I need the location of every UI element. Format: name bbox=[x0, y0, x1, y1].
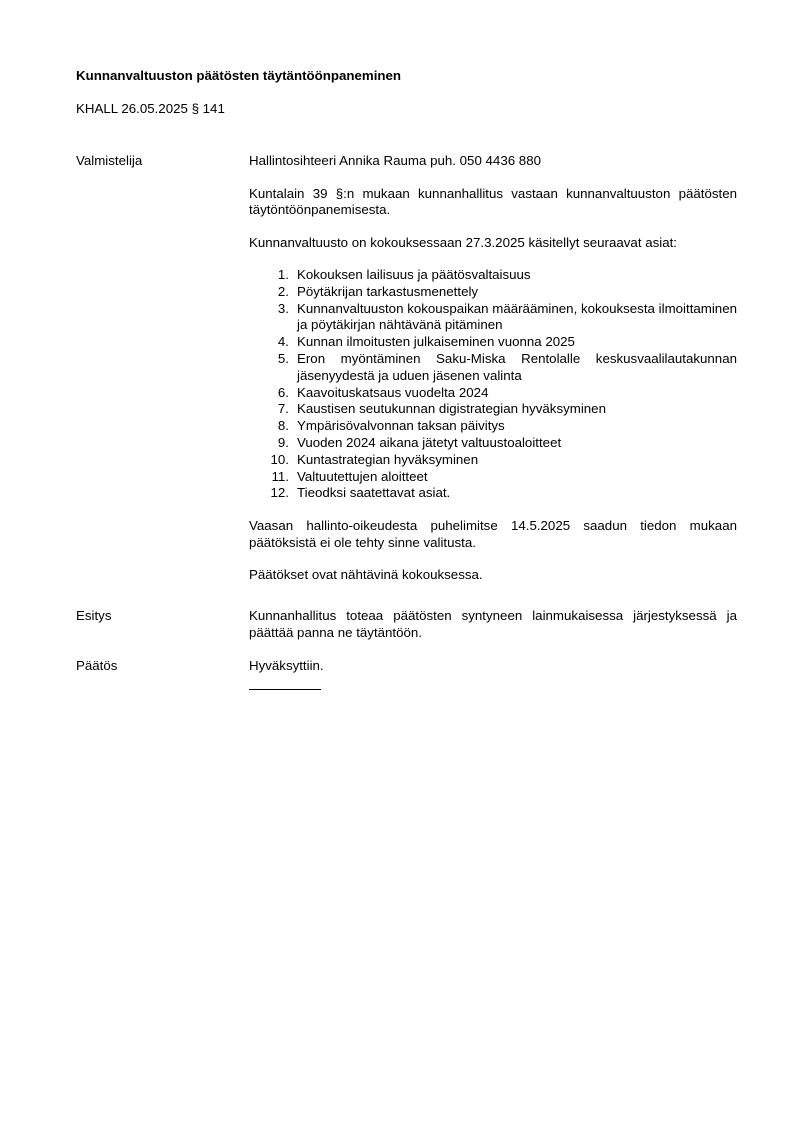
esitys-section bbox=[249, 608, 737, 657]
preparer-line: Hallintosihteeri Annika Rauma puh. 050 4436 880 bbox=[249, 153, 541, 168]
agenda-item bbox=[249, 284, 737, 301]
agenda-item-text: Tieodksi saatettavat asiat. bbox=[297, 485, 451, 501]
paatos-text: Hyväksyttiin. bbox=[249, 658, 324, 673]
agenda-list bbox=[249, 267, 737, 502]
agenda-item-number: 12. bbox=[270, 485, 289, 501]
document-title: Kunnanvaltuuston päätösten täytäntöönpaneminen bbox=[76, 68, 402, 83]
agenda-item bbox=[249, 267, 737, 284]
agenda-item-text: Valtuutettujen aloitteet bbox=[297, 468, 428, 484]
valmistelija-label: Valmistelija bbox=[76, 153, 143, 168]
agenda-item-number: 5. bbox=[277, 350, 289, 366]
agenda-item-text: Kuntastrategian hyväksyminen bbox=[297, 451, 479, 467]
agenda-item-number: 10. bbox=[270, 451, 289, 467]
agenda-item bbox=[249, 351, 737, 385]
agenda-item-text: Kokouksen lailisuus ja päätösvaltaisuus bbox=[297, 267, 531, 282]
meeting-reference: KHALL 26.05.2025 § 141 bbox=[76, 101, 225, 116]
esitys-text: Kunnanhallitus toteaa päätösten syntyneen lainmukaisessa järjestyksessä ja päättää panna ne täytäntöön. bbox=[249, 608, 737, 640]
agenda-item-number: 9. bbox=[277, 434, 289, 450]
agenda-item-number: 3. bbox=[277, 300, 289, 316]
agenda-item-text: Kaavoituskatsaus vuodelta 2024 bbox=[297, 384, 489, 400]
agenda-item bbox=[249, 401, 737, 418]
agenda-item-number: 11. bbox=[271, 468, 289, 484]
paragraph-intro: Kunnanvaltuusto on kokouksessaan 27.3.2025 käsitellyt seuraavat asiat: bbox=[249, 234, 677, 250]
paatos-label: Päätös bbox=[76, 658, 118, 673]
agenda-item-number: 4. bbox=[277, 334, 289, 350]
closing-rule bbox=[249, 689, 321, 690]
agenda-item bbox=[249, 485, 737, 502]
agenda-item bbox=[249, 418, 737, 435]
agenda-item bbox=[249, 435, 737, 452]
agenda-item-number: 1. bbox=[277, 267, 289, 282]
esitys-label: Esitys bbox=[76, 608, 112, 623]
paragraph-kuntalaki: Kuntalain 39 §:n mukaan kunnanhallitus vastaan kunnanvaltuuston päätösten täytöntöönpanemisesta. bbox=[249, 185, 737, 217]
agenda-item-text: Kaustisen seutukunnan digistrategian hyväksyminen bbox=[297, 401, 606, 417]
agenda-item bbox=[249, 334, 737, 351]
paragraph-hallinto-oikeus: Vaasan hallinto-oikeudesta puhelimitse 14.5.2025 saadun tiedon mukaan päätöksistä ei ole tehty sinne valitusta. bbox=[249, 518, 737, 550]
agenda-item-text: Kunnanvaltuuston kokouspaikan määrääminen, kokouksesta ilmoittaminen ja pöytäkirjan nähtävänä pitäminen bbox=[297, 300, 737, 333]
agenda-item-number: 6. bbox=[277, 384, 289, 400]
paatos-section bbox=[249, 658, 737, 691]
agenda-item-text: Ympärisövalvonnan taksan päivitys bbox=[297, 418, 505, 434]
agenda-item bbox=[249, 301, 737, 335]
paragraph-nahtavilla: Päätökset ovat nähtävinä kokouksessa. bbox=[249, 567, 483, 583]
agenda-item-number: 7. bbox=[277, 401, 289, 417]
agenda-item-number: 8. bbox=[277, 418, 289, 434]
valmistelija-section bbox=[249, 153, 737, 600]
agenda-item-text: Kunnan ilmoitusten julkaiseminen vuonna 2025 bbox=[297, 334, 575, 350]
agenda-item bbox=[249, 469, 737, 486]
agenda-item-number: 2. bbox=[277, 283, 289, 299]
agenda-item-text: Eron myöntäminen Saku-Miska Rentolalle keskusvaalilautakunnan jäsenyydestä ja uduen jäsenen valinta bbox=[297, 350, 737, 383]
agenda-item bbox=[249, 385, 737, 402]
agenda-item-text: Pöytäkrijan tarkastusmenettely bbox=[297, 283, 479, 299]
agenda-item-text: Vuoden 2024 aikana jätetyt valtuustoaloitteet bbox=[297, 434, 562, 450]
agenda-item bbox=[249, 452, 737, 469]
